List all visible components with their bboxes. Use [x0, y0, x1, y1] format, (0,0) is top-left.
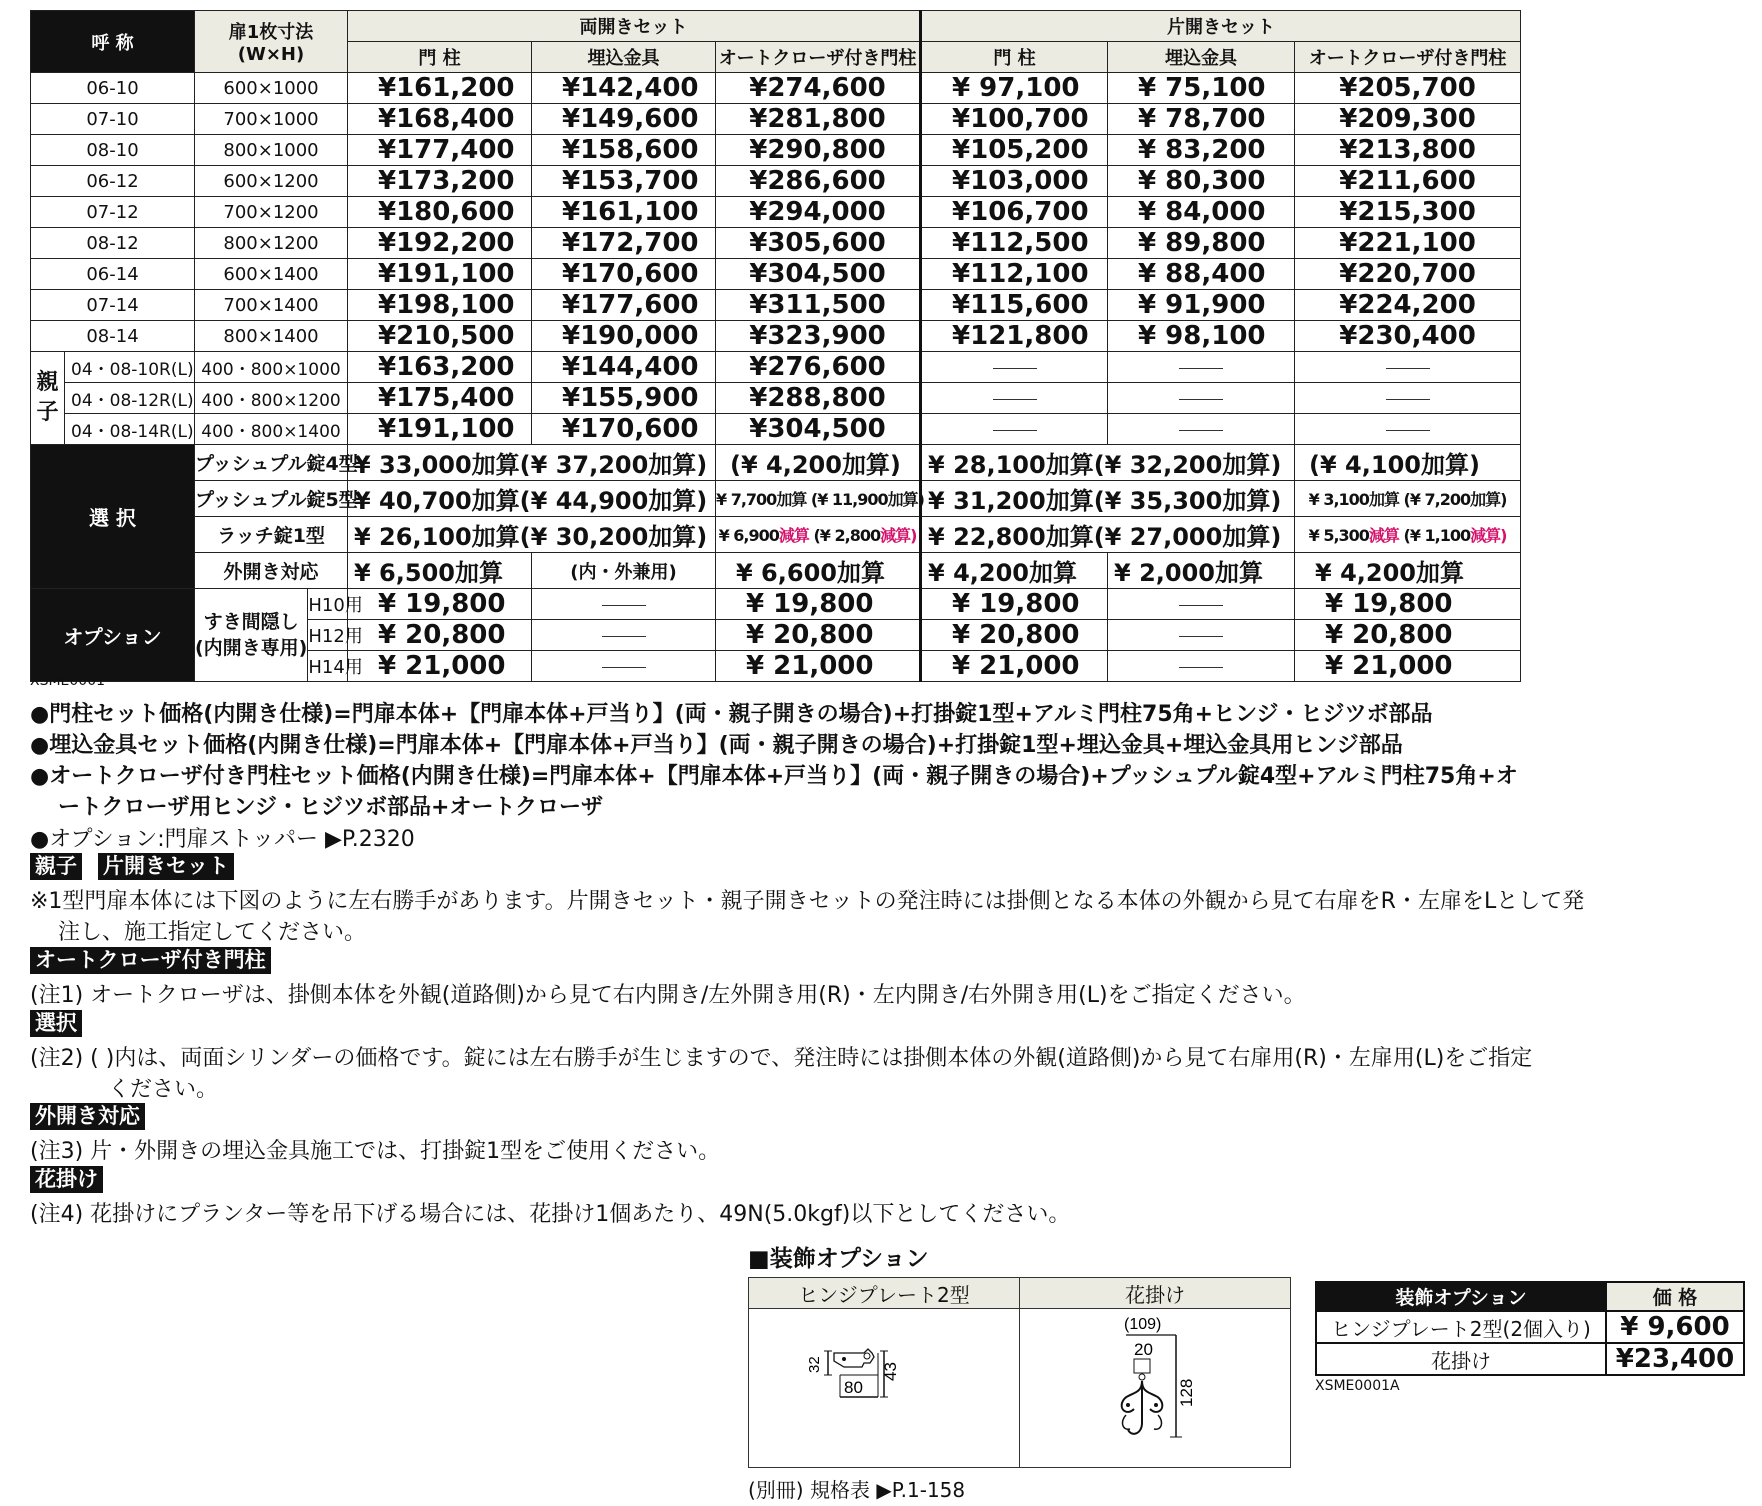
- gap-cover-label: すき間隠し (内開き専用): [195, 589, 308, 681]
- deco-title: ■装飾オプション: [748, 1246, 929, 1272]
- col-auto: オートクローザ付き門柱: [716, 42, 921, 73]
- table-row: 外開き対応 ¥ 6,500加算 (内・外兼用) ¥ 6,600加算 ¥ 4,200加算 ¥ 2,000加算 ¥ 4,200加算: [31, 553, 1521, 589]
- dash: [1179, 667, 1223, 668]
- header-name: 呼 称: [31, 11, 195, 73]
- dash: [1179, 368, 1223, 369]
- dash: [1386, 399, 1430, 400]
- note-3: (注3) 片・外開きの埋込金具施工では、打掛錠1型をご使用ください。: [30, 1139, 721, 1164]
- note-2-cont: ください。: [108, 1077, 219, 1102]
- col-embed: 埋込金具: [532, 42, 716, 73]
- dash: [1179, 399, 1223, 400]
- deco-price-header-price: 価 格: [1606, 1282, 1744, 1311]
- tag-hanakake: 花掛け: [30, 1166, 103, 1193]
- deco-col-hinge: ヒンジプレート2型: [749, 1278, 1020, 1309]
- deco-ref: (別冊) 規格表 ▶P.1-158: [748, 1478, 966, 1502]
- deco-figure-table: [748, 1277, 1291, 1468]
- dash: [602, 636, 646, 637]
- dash: [602, 605, 646, 606]
- select-label: 選 択: [31, 445, 195, 589]
- table-row: ヒンジプレート2型(2個入り) ¥ 9,600: [1316, 1311, 1744, 1343]
- table-row: 06-14 600×1400 ¥191,100 ¥170,600 ¥304,500 ¥112,100 ¥ 88,400 ¥220,700: [31, 259, 1521, 290]
- flower-hook-icon: [1100, 1311, 1210, 1461]
- table-row: 親子 04・08-10R(L) 400・800×1000 ¥163,200 ¥144,400 ¥276,600: [31, 352, 1521, 383]
- table-row: 花掛け ¥23,400: [1316, 1343, 1744, 1375]
- svg-text:80: 80: [844, 1378, 863, 1397]
- note-2: (注2) ( )内は、両面シリンダーの価格です。錠には左右勝手が生じますので、発注時には掛側本体の外観(道路側)から見て右扉用(R)・左扉用(L)をご指定: [30, 1046, 1533, 1071]
- col-embed: 埋込金具: [1108, 42, 1295, 73]
- svg-text:20: 20: [1134, 1340, 1153, 1359]
- table-row: ¥ 20,800 ¥ 20,800 ¥ 20,800 ¥ 20,800: [31, 620, 1521, 651]
- tag-auto: オートクローザ付き門柱: [30, 947, 271, 974]
- table-row: 07-12 700×1200 ¥180,600 ¥161,100 ¥294,000 ¥106,700 ¥ 84,000 ¥215,300: [31, 197, 1521, 228]
- deco-price-header-name: 装飾オプション: [1316, 1282, 1606, 1311]
- table-row: 選 択 プッシュプル錠4型 ¥ 33,000加算(¥ 37,200加算) (¥ 4,200加算) ¥ 28,100加算(¥ 32,200加算) (¥ 4,100加算): [31, 445, 1521, 481]
- note-4: (注4) 花掛けにプランター等を吊下げる場合には、花掛け1個あたり、49N(5.0kgf)以下としてください。: [30, 1202, 1071, 1227]
- note-handing: ※1型門扉本体には下図のように左右勝手があります。片開きセット・親子開きセットの発注時には掛側となる本体の外観から見て右扉をR・左扉をLとして発: [30, 889, 1585, 914]
- svg-text:32: 32: [806, 1356, 823, 1373]
- table-row: プッシュプル錠5型 ¥ 40,700加算(¥ 44,900加算) ¥ 7,700加算 (¥ 11,900加算) ¥ 31,200加算(¥ 35,300加算) ¥ 3,100加算 (¥ 7,200加算): [31, 481, 1521, 517]
- header-single-set: 片開きセット: [921, 11, 1521, 42]
- table-row: 06-10 600×1000 ¥161,200 ¥142,400 ¥274,600 ¥ 97,100 ¥ 75,100 ¥205,700: [31, 73, 1521, 104]
- hanakake-figure: [1020, 1309, 1291, 1468]
- col-post: 門 柱: [921, 42, 1108, 73]
- note-auto-set: ●オートクローザ付き門柱セット価格(内開き仕様)=門扉本体+【門扉本体+戸当り】(両・親子開きの場合)+プッシュプル錠4型+アルミ門柱75角+オ: [30, 764, 1518, 789]
- table-row: オプション すき間隠し (内開き専用) H10用 H12用 H14用 ¥ 19,800 ¥ 19,800 ¥ 19,800 ¥ 19,800: [31, 589, 1521, 620]
- option-label: オプション: [31, 589, 195, 682]
- header-size: 扉1枚寸法 (W×H): [195, 11, 348, 73]
- note-embed-set: ●埋込金具セット価格(内開き仕様)=門扉本体+【門扉本体+戸当り】(両・親子開きの場合)+打掛錠1型+埋込金具+埋込金具用ヒンジ部品: [30, 733, 1403, 758]
- svg-text:43: 43: [881, 1362, 900, 1381]
- table-row: ¥ 21,000 ¥ 21,000 ¥ 21,000 ¥ 21,000: [31, 651, 1521, 682]
- table-row: ラッチ錠1型 ¥ 26,100加算(¥ 30,200加算) ¥ 6,900減算 (¥ 2,800減算) ¥ 22,800加算(¥ 27,000加算) ¥ 5,300減算 (¥ 1,100減算): [31, 517, 1521, 553]
- dash: [993, 399, 1037, 400]
- table-row: 04・08-14R(L) 400・800×1400 ¥191,100 ¥170,600 ¥304,500: [31, 414, 1521, 445]
- table-row: 08-10 800×1000 ¥177,400 ¥158,600 ¥290,800 ¥105,200 ¥ 83,200 ¥213,800: [31, 135, 1521, 166]
- header-double-set: 両開きセット: [348, 11, 921, 42]
- dash: [1179, 636, 1223, 637]
- dash: [1386, 368, 1430, 369]
- tag-select: 選択: [30, 1010, 82, 1037]
- svg-text:(109): (109): [1124, 1316, 1162, 1333]
- note-auto-set-cont: ートクローザ用ヒンジ・ヒジツボ部品+オートクローザ: [58, 795, 604, 820]
- dash: [1179, 430, 1223, 431]
- deco-price-code: XSME0001A: [1315, 1378, 1400, 1394]
- dash: [993, 368, 1037, 369]
- table-row: 07-10 700×1000 ¥168,400 ¥149,600 ¥281,800 ¥100,700 ¥ 78,700 ¥209,300: [31, 104, 1521, 135]
- svg-text:128: 128: [1177, 1378, 1196, 1407]
- dash: [1386, 430, 1430, 431]
- note-post-set: ●門柱セット価格(内開き仕様)=門扉本体+【門扉本体+戸当り】(両・親子開きの場合)+打掛錠1型+アルミ門柱75角+ヒンジ・ヒジツボ部品: [30, 702, 1433, 727]
- table-row: 08-12 800×1200 ¥192,200 ¥172,700 ¥305,600 ¥112,500 ¥ 89,800 ¥221,100: [31, 228, 1521, 259]
- hinge-plate-icon: [804, 1341, 964, 1431]
- note-handing-cont: 注し、施工指定してください。: [58, 920, 367, 945]
- deco-price-table: [1315, 1281, 1745, 1376]
- table-row: 04・08-12R(L) 400・800×1200 ¥175,400 ¥155,900 ¥288,800: [31, 383, 1521, 414]
- col-post: 門 柱: [348, 42, 532, 73]
- deco-col-hanakake: 花掛け: [1020, 1278, 1291, 1309]
- table-row: 07-14 700×1400 ¥198,100 ¥177,600 ¥311,500 ¥115,600 ¥ 91,900 ¥224,200: [31, 290, 1521, 321]
- tag-single: 片開きセット: [98, 853, 234, 880]
- tag-oyako: 親子: [30, 853, 82, 880]
- tag-outward: 外開き対応: [30, 1103, 145, 1130]
- note-1: (注1) オートクローザは、掛側本体を外観(道路側)から見て右内開き/左外開き用(R)・左内開き/右外開き用(L)をご指定ください。: [30, 983, 1306, 1008]
- hinge-plate-figure: [749, 1309, 1020, 1468]
- table-row: 06-12 600×1200 ¥173,200 ¥153,700 ¥286,600 ¥103,000 ¥ 80,300 ¥211,600: [31, 166, 1521, 197]
- dash: [1179, 605, 1223, 606]
- table-code: XSME0001: [30, 673, 106, 689]
- oyako-label: 親子: [31, 352, 65, 445]
- note-option: ●オプション:門扉ストッパー ▶P.2320: [30, 827, 415, 852]
- table-row: 08-14 800×1400 ¥210,500 ¥190,000 ¥323,900 ¥121,800 ¥ 98,100 ¥230,400: [31, 321, 1521, 352]
- dash: [993, 430, 1037, 431]
- price-table: [30, 10, 1521, 682]
- col-auto: オートクローザ付き門柱: [1295, 42, 1521, 73]
- dash: [602, 667, 646, 668]
